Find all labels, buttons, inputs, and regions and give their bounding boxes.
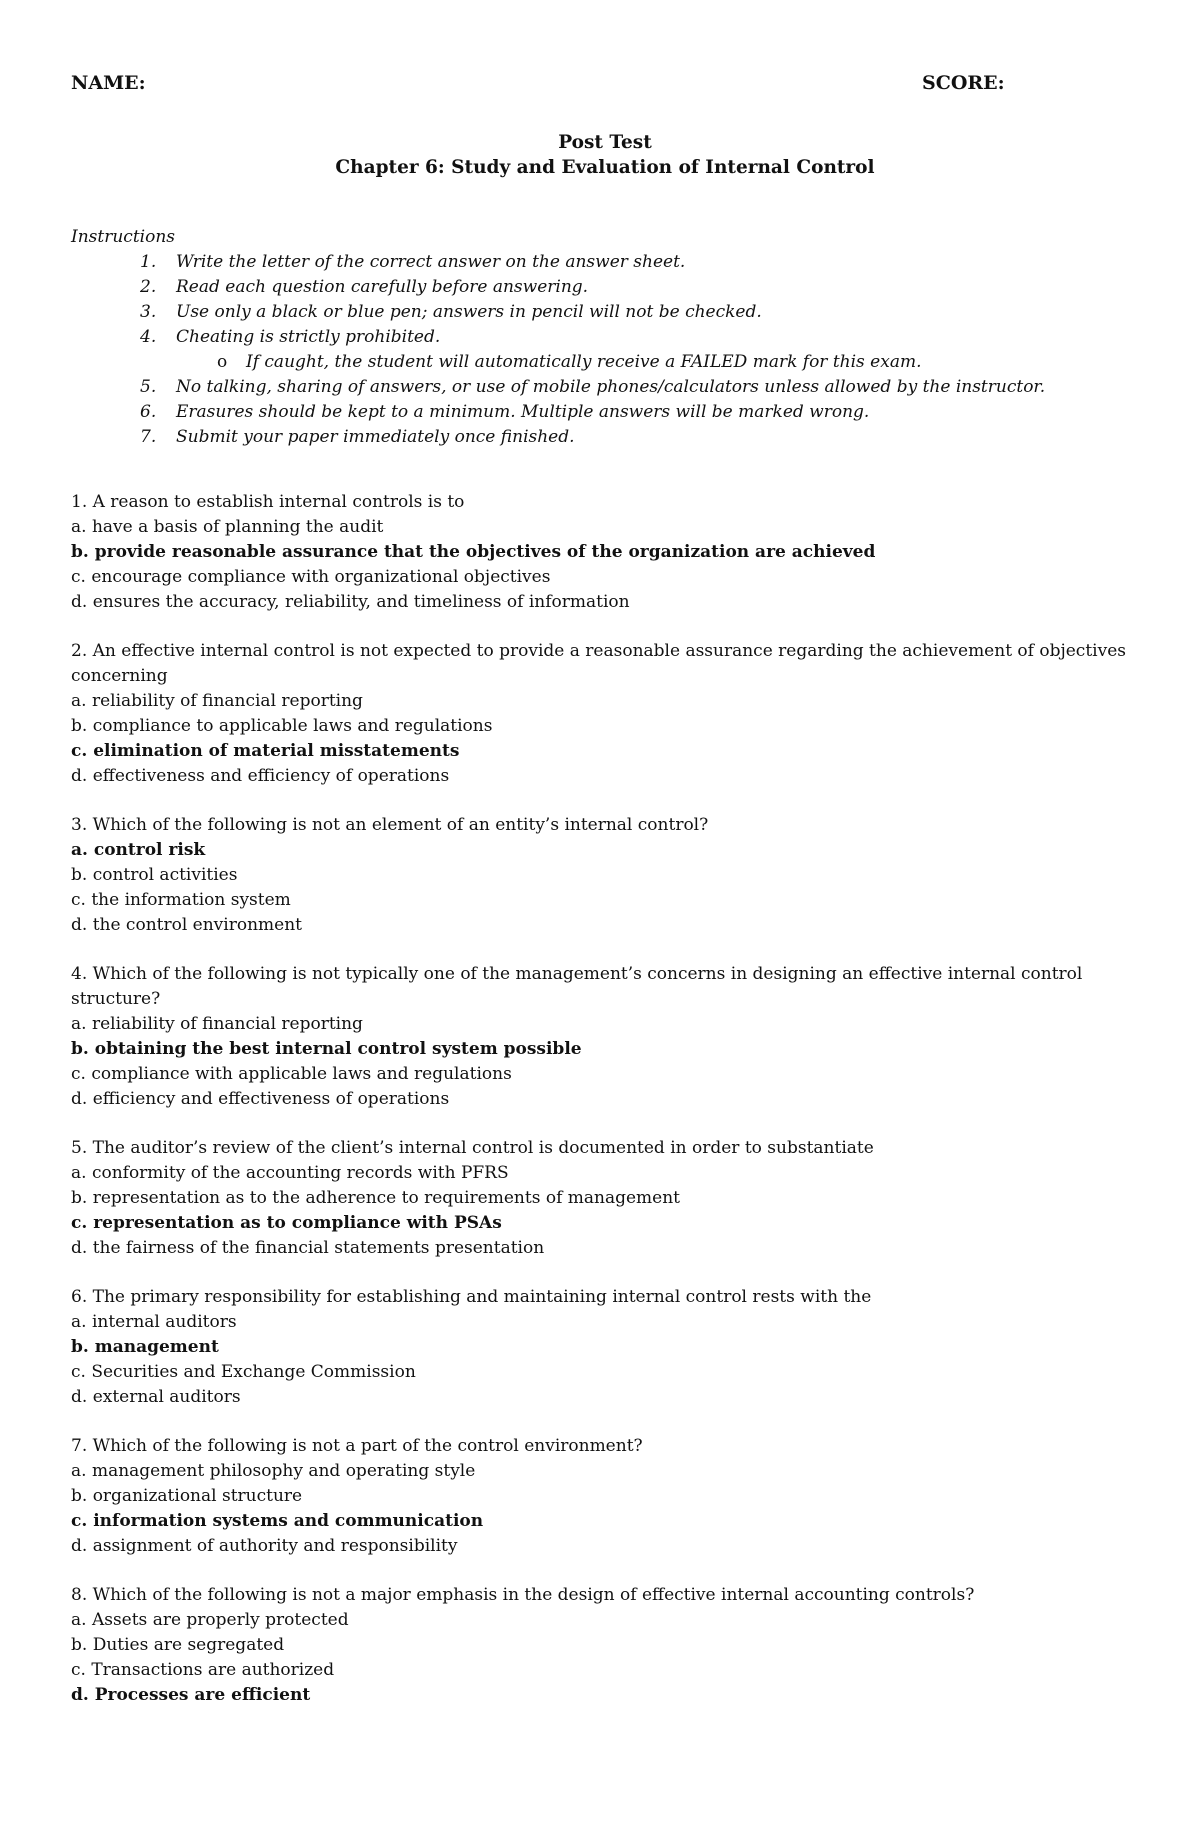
- option-d: d. ensures the accuracy, reliability, and timeliness of information: [71, 592, 630, 612]
- option-d: d. Processes are efficient: [71, 1685, 311, 1705]
- questions-section: [71, 490, 1140, 1708]
- option-d: d. external auditors: [71, 1387, 241, 1407]
- instruction-text: Read each question carefully before answering.: [176, 277, 589, 297]
- question-7: [71, 1434, 1140, 1559]
- option-d: d. assignment of authority and responsibility: [71, 1536, 458, 1556]
- instruction-sub-item: [71, 350, 1140, 375]
- instruction-number: 3.: [140, 302, 157, 322]
- instruction-text: Cheating is strictly prohibited.: [176, 327, 441, 347]
- instructions-list: [71, 250, 1140, 450]
- option-a: a. management philosophy and operating style: [71, 1461, 476, 1481]
- instruction-item: [71, 400, 1140, 425]
- option-a: a. reliability of financial reporting: [71, 691, 363, 711]
- instruction-item: [71, 275, 1140, 300]
- question-4: [71, 962, 1140, 1112]
- option-a: a. have a basis of planning the audit: [71, 517, 384, 537]
- instruction-item: [71, 425, 1140, 450]
- instruction-number: 6.: [140, 402, 157, 422]
- option-c: c. compliance with applicable laws and regulations: [71, 1064, 512, 1084]
- option-a: a. control risk: [71, 840, 206, 860]
- question-2: [71, 639, 1140, 789]
- option-b: b. organizational structure: [71, 1486, 303, 1506]
- option-c: c. representation as to compliance with PSAs: [71, 1213, 502, 1233]
- instructions-heading: Instructions: [71, 227, 175, 247]
- option-d: d. efficiency and effectiveness of operations: [71, 1089, 450, 1109]
- page-subtitle: Chapter 6: Study and Evaluation of Internal Control: [335, 157, 875, 178]
- option-c: c. encourage compliance with organizational objectives: [71, 567, 551, 587]
- question-8: [71, 1583, 1140, 1708]
- question-stem: 3. Which of the following is not an element of an entity’s internal control?: [71, 815, 709, 835]
- instruction-text: Submit your paper immediately once finished.: [176, 427, 575, 447]
- instruction-item: [71, 325, 1140, 350]
- sub-bullet-icon: o: [217, 352, 228, 372]
- option-a: a. Assets are properly protected: [71, 1610, 349, 1630]
- page-title: Post Test: [558, 132, 652, 153]
- instruction-item: [71, 250, 1140, 275]
- option-b: b. representation as to the adherence to requirements of management: [71, 1188, 681, 1208]
- instruction-text: Write the letter of the correct answer on the answer sheet.: [176, 252, 686, 272]
- instruction-text: No talking, sharing of answers, or use of mobile phones/calculators unless allowed by the instructor.: [176, 377, 1046, 397]
- option-b: b. provide reasonable assurance that the objectives of the organization are achieved: [71, 542, 876, 562]
- option-a: a. conformity of the accounting records with PFRS: [71, 1163, 509, 1183]
- question-6: [71, 1285, 1140, 1410]
- instruction-number: 5.: [140, 377, 157, 397]
- question-stem: 4. Which of the following is not typically one of the management’s concerns in designing an effective internal control structure?: [71, 964, 1083, 1009]
- title-block: [71, 130, 1139, 180]
- instruction-item: [71, 300, 1140, 325]
- option-c: c. information systems and communication: [71, 1511, 484, 1531]
- name-label: NAME:: [71, 72, 146, 94]
- option-d: d. the fairness of the financial statements presentation: [71, 1238, 545, 1258]
- option-a: a. internal auditors: [71, 1312, 237, 1332]
- option-b: b. compliance to applicable laws and regulations: [71, 716, 493, 736]
- question-stem: 2. An effective internal control is not expected to provide a reasonable assurance regarding the achievement of objectives concerning: [71, 641, 1126, 686]
- option-d: d. effectiveness and efficiency of operations: [71, 766, 450, 786]
- option-b: b. control activities: [71, 865, 238, 885]
- instruction-number: 7.: [140, 427, 157, 447]
- instruction-text: Erasures should be kept to a minimum. Multiple answers will be marked wrong.: [176, 402, 870, 422]
- option-c: c. Securities and Exchange Commission: [71, 1362, 416, 1382]
- instruction-item: [71, 375, 1140, 400]
- question-stem: 5. The auditor’s review of the client’s internal control is documented in order to substantiate: [71, 1138, 874, 1158]
- instructions-section: [71, 225, 1140, 450]
- question-stem: 8. Which of the following is not a major emphasis in the design of effective internal accounting controls?: [71, 1585, 975, 1605]
- option-b: b. management: [71, 1337, 219, 1357]
- header-row: [71, 68, 1140, 96]
- instruction-number: 4.: [140, 327, 157, 347]
- question-stem: 7. Which of the following is not a part of the control environment?: [71, 1436, 643, 1456]
- question-stem: 1. A reason to establish internal controls is to: [71, 492, 465, 512]
- question-3: [71, 813, 1140, 938]
- question-stem: 6. The primary responsibility for establishing and maintaining internal control rests with the: [71, 1287, 872, 1307]
- option-c: c. elimination of material misstatements: [71, 741, 460, 761]
- option-b: b. obtaining the best internal control system possible: [71, 1039, 582, 1059]
- option-a: a. reliability of financial reporting: [71, 1014, 363, 1034]
- option-b: b. Duties are segregated: [71, 1635, 285, 1655]
- instruction-number: 2.: [140, 277, 157, 297]
- question-1: [71, 490, 1140, 615]
- option-c: c. the information system: [71, 890, 291, 910]
- option-d: d. the control environment: [71, 915, 302, 935]
- instruction-text: Use only a black or blue pen; answers in pencil will not be checked.: [176, 302, 762, 322]
- option-c: c. Transactions are authorized: [71, 1660, 335, 1680]
- instruction-number: 1.: [140, 252, 157, 272]
- score-label: SCORE:: [922, 72, 1005, 94]
- question-5: [71, 1136, 1140, 1261]
- instruction-sub-text: If caught, the student will automatically receive a FAILED mark for this exam.: [246, 352, 922, 372]
